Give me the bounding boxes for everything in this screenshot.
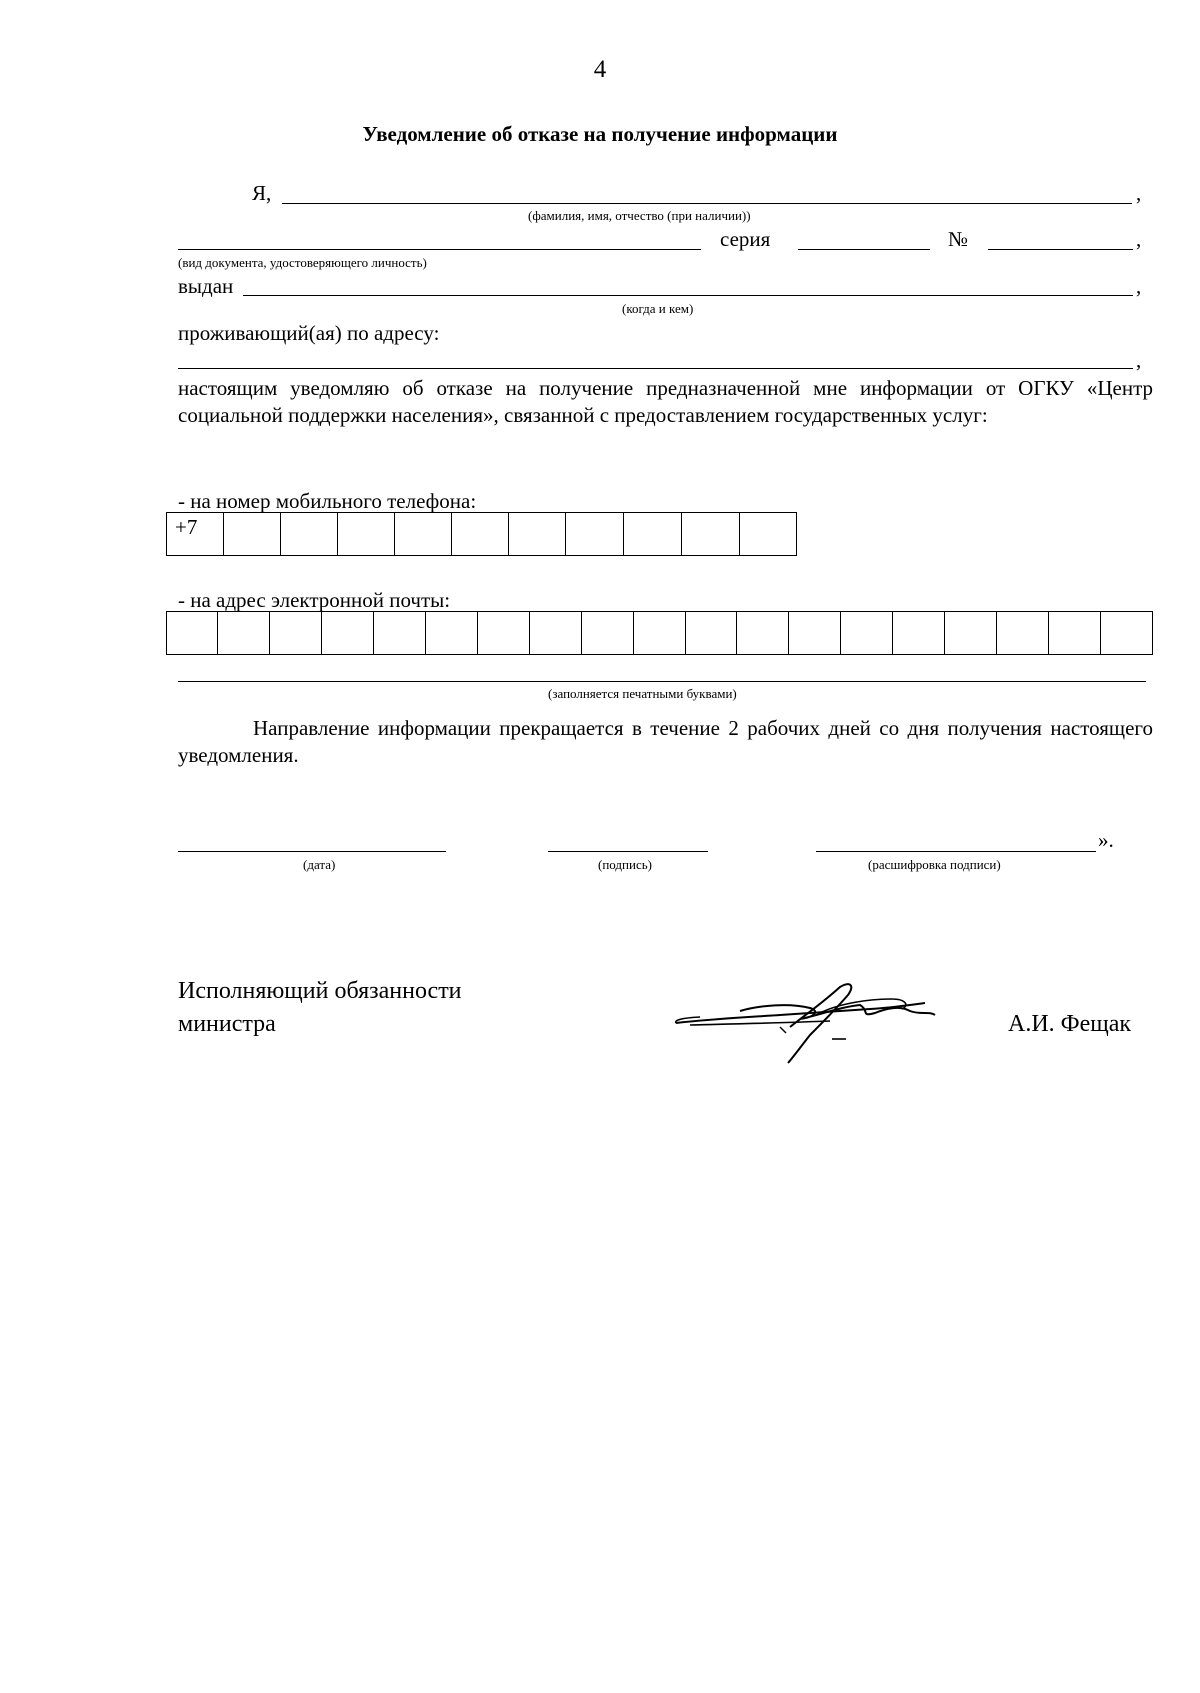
phone-digit-cell[interactable] bbox=[224, 513, 281, 555]
document-title: Уведомление об отказе на получение информации bbox=[362, 122, 838, 146]
number-line bbox=[988, 249, 1133, 250]
issued-line bbox=[243, 295, 1133, 296]
phone-label: - на номер мобильного телефона: bbox=[178, 489, 477, 513]
email-char-cell[interactable] bbox=[789, 612, 841, 654]
email-char-cell[interactable] bbox=[945, 612, 997, 654]
official-position-line1: Исполняющий обязанности bbox=[178, 978, 462, 1004]
fio-line bbox=[282, 203, 1132, 204]
phone-digit-cell[interactable] bbox=[452, 513, 509, 555]
end-quote-mark: ». bbox=[1098, 828, 1114, 852]
issued-label: выдан bbox=[178, 274, 234, 298]
phone-prefix-cell: +7 bbox=[167, 513, 224, 555]
email-char-cell[interactable] bbox=[322, 612, 374, 654]
series-line bbox=[798, 249, 930, 250]
comma-3: , bbox=[1136, 274, 1142, 298]
signature-caption: (подпись) bbox=[598, 857, 652, 872]
phone-digit-cell[interactable] bbox=[509, 513, 566, 555]
phone-digit-cell[interactable] bbox=[395, 513, 452, 555]
i-label: Я, bbox=[252, 181, 272, 205]
address-label: проживающий(ая) по адресу: bbox=[178, 321, 440, 345]
email-char-cell[interactable] bbox=[374, 612, 426, 654]
email-char-cell[interactable] bbox=[997, 612, 1049, 654]
email-label: - на адрес электронной почты: bbox=[178, 588, 451, 612]
comma-2: , bbox=[1136, 227, 1142, 251]
address-line bbox=[178, 368, 1133, 369]
number-label: № bbox=[948, 227, 969, 251]
signature-line bbox=[548, 851, 708, 852]
email-char-cell[interactable] bbox=[893, 612, 945, 654]
decode-caption: (расшифровка подписи) bbox=[868, 857, 1001, 872]
email-char-cell[interactable] bbox=[737, 612, 789, 654]
issued-caption: (когда и кем) bbox=[622, 301, 694, 316]
phone-digit-cell[interactable] bbox=[338, 513, 395, 555]
email-char-cell[interactable] bbox=[841, 612, 893, 654]
block-letters-line bbox=[178, 681, 1146, 682]
email-char-cell[interactable] bbox=[530, 612, 582, 654]
email-char-cell[interactable] bbox=[167, 612, 218, 654]
email-grid[interactable] bbox=[166, 611, 1153, 655]
termination-paragraph: Направление информации прекращается в течение 2 рабочих дней со дня получения настоящего уведомления. bbox=[178, 716, 1153, 767]
phone-digit-cell[interactable] bbox=[566, 513, 624, 555]
email-char-cell[interactable] bbox=[426, 612, 478, 654]
statement-paragraph: настоящим уведомляю об отказе на получение предназначенной мне информации от ОГКУ «Центр социальной поддержки населения», связанной с предоставлением государственных услуг: bbox=[178, 376, 1153, 427]
official-position-line2: министра bbox=[178, 1011, 276, 1037]
email-char-cell[interactable] bbox=[270, 612, 322, 654]
phone-digit-cell[interactable] bbox=[682, 513, 740, 555]
email-char-cell[interactable] bbox=[1049, 612, 1101, 654]
comma-4: , bbox=[1136, 348, 1142, 372]
comma-1: , bbox=[1136, 181, 1142, 205]
block-letters-caption: (заполняется печатными буквами) bbox=[548, 686, 737, 701]
email-char-cell[interactable] bbox=[478, 612, 530, 654]
official-name: А.И. Фещак bbox=[1008, 1011, 1132, 1037]
handwritten-signature-icon bbox=[670, 975, 970, 1070]
email-char-cell[interactable] bbox=[582, 612, 634, 654]
email-char-cell[interactable] bbox=[634, 612, 686, 654]
date-line bbox=[178, 851, 446, 852]
phone-digit-cell[interactable] bbox=[281, 513, 338, 555]
email-char-cell[interactable] bbox=[218, 612, 270, 654]
phone-number-grid[interactable] bbox=[166, 512, 797, 556]
fio-caption: (фамилия, имя, отчество (при наличии)) bbox=[528, 208, 751, 223]
date-caption: (дата) bbox=[303, 857, 336, 872]
series-label: серия bbox=[720, 227, 771, 251]
phone-digit-cell[interactable] bbox=[740, 513, 797, 555]
email-char-cell[interactable] bbox=[1101, 612, 1153, 654]
phone-digit-cell[interactable] bbox=[624, 513, 682, 555]
page-number: 4 bbox=[593, 56, 607, 83]
email-char-cell[interactable] bbox=[686, 612, 738, 654]
signature-decode-line bbox=[816, 851, 1096, 852]
document-type-line bbox=[178, 249, 701, 250]
document-caption: (вид документа, удостоверяющего личность) bbox=[178, 255, 427, 270]
